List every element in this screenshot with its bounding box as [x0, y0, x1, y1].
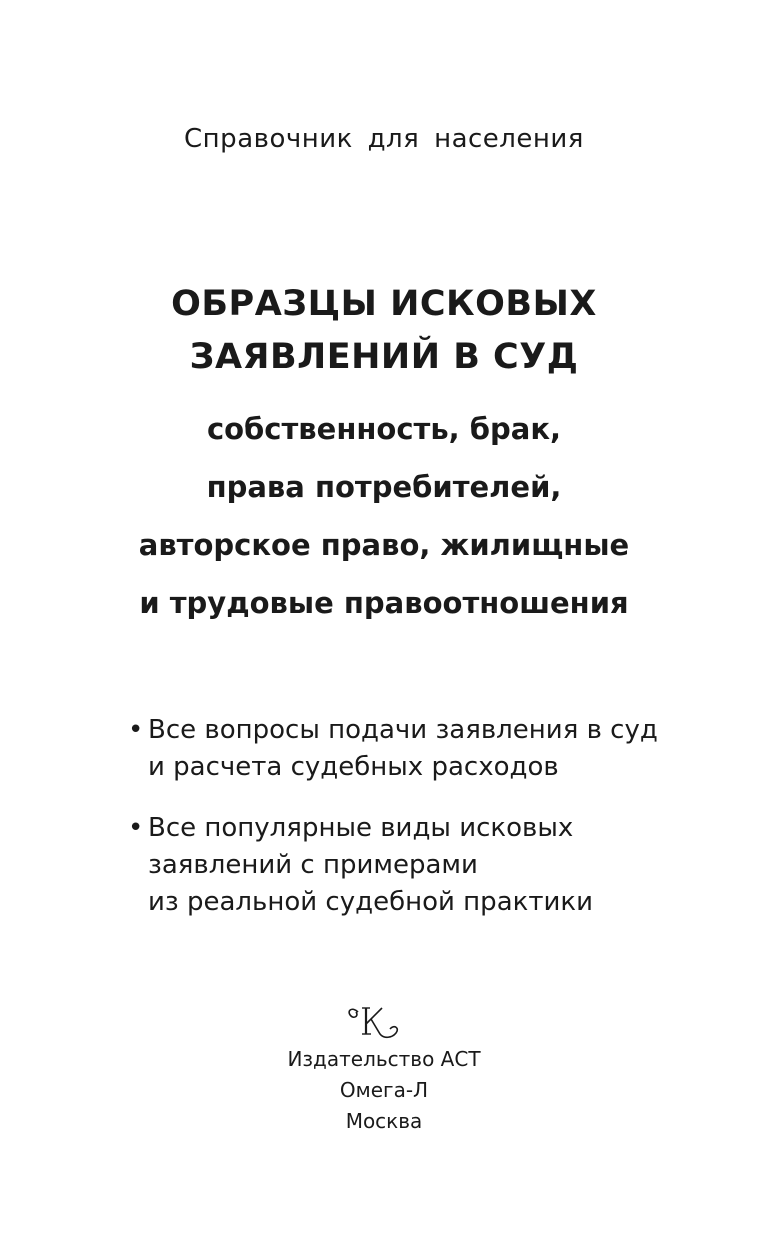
book-title-line: ОБРАЗЦЫ ИСКОВЫХ: [171, 284, 597, 324]
book-subtitle-line: права потребителей,: [206, 470, 562, 504]
feature-text-line: заявлений с примерами: [148, 850, 478, 880]
feature-text-line: из реальной судебной практики: [148, 887, 593, 917]
publisher-name: Издательство АСТ: [287, 1047, 481, 1071]
feature-text-line: и расчета судебных расходов: [148, 752, 559, 782]
feature-text-line: Все популярные виды исковых: [148, 813, 574, 843]
book-subtitle-line: и трудовые правоотношения: [139, 586, 629, 620]
feature-text-line: Все вопросы подачи заявления в суд: [148, 715, 658, 745]
series-name: Справочник для населения: [184, 124, 584, 154]
publisher-imprint-name: Омега-Л: [339, 1078, 429, 1102]
book-subtitle-line: собственность, брак,: [206, 412, 562, 446]
book-subtitle: [0, 400, 768, 632]
book-subtitle-line: авторское право, жилищные: [138, 528, 630, 562]
feature-list-item: [128, 712, 728, 786]
feature-list: [128, 712, 728, 945]
book-title-line: ЗАЯВЛЕНИЙ В СУД: [189, 337, 579, 377]
publisher-city: Москва: [345, 1109, 423, 1133]
bullet-icon: •: [128, 715, 144, 745]
bullet-icon: •: [128, 813, 144, 843]
publisher-k-monogram-icon: [344, 1002, 408, 1042]
book-title: [0, 278, 768, 384]
publisher-imprint: [0, 1044, 768, 1137]
feature-list-item: [128, 810, 728, 921]
